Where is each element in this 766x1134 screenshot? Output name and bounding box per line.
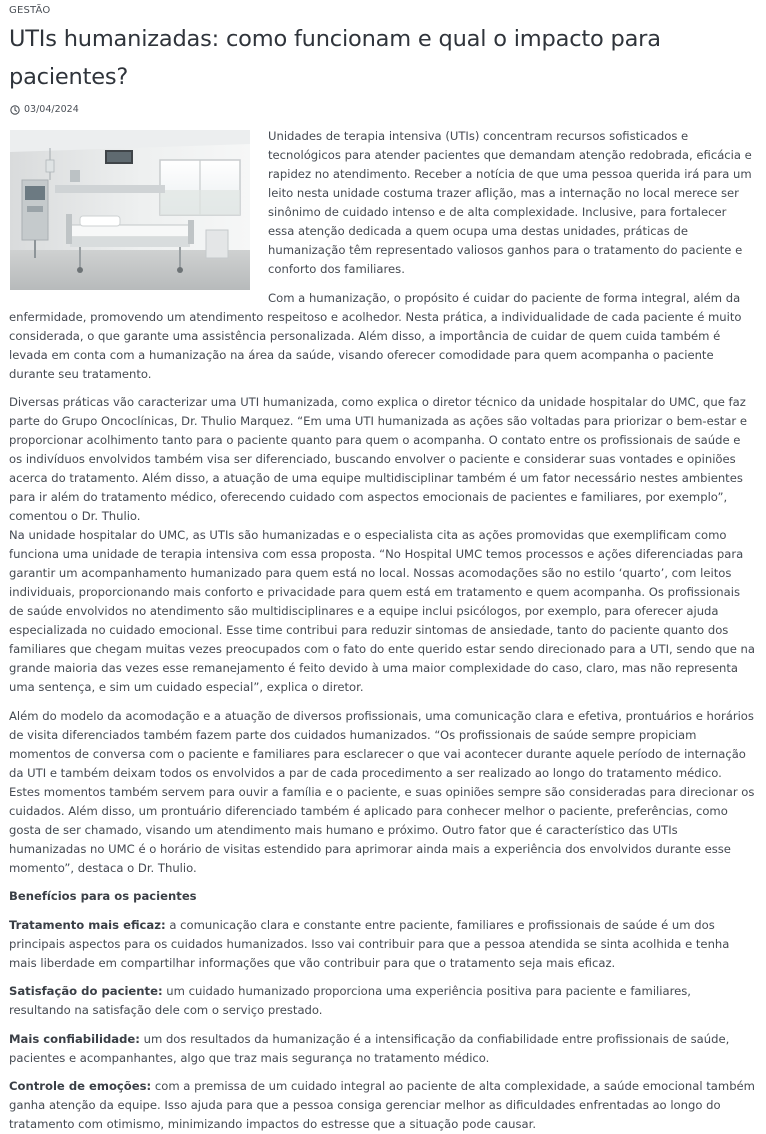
paragraph-humanization: Com a humanização, o propósito é cuidar do paciente de forma integral, além da enfermidade, promovendo um atendimento respeitoso e acolhedor. Nesta prática, a individualidade de cada paciente é muito considerada, o que garante uma assistência personalizada. Além disso, a importância de cuidar de quem cuida também é levada em conta com a humanização na área da saúde, visando oferecer comodidade para quem acompanha o paciente durante seu tratamento.	[9, 290, 742, 381]
benefit-label: Mais confiabilidade:	[9, 1031, 140, 1046]
benefit-label: Controle de emoções:	[9, 1079, 152, 1093]
article-category[interactable]: GESTÃO	[9, 5, 51, 16]
benefit-label: Tratamento mais eficaz:	[9, 917, 166, 932]
icu-room-image	[10, 130, 250, 290]
clock-icon	[10, 105, 20, 115]
article-title: UTIs humanizadas: como funcionam e qual o impacto para pacientes?	[9, 26, 661, 90]
paragraph-umc-unit: Na unidade hospitalar do UMC, as UTIs são humanizadas e o especialista cita as ações promovidas que exemplificam como funciona uma unidade de terapia intensiva com essa proposta. “No Hospital UMC temos processos e ações diferenciadas para garantir um acompanhamento humanizado para quem está no local. Nossas acomodações são no estilo ‘quarto’, com leitos individuais, proporcionando mais conforto e privacidade para quem está em tratamento e quem acompanha. Os profissionais de saúde envolvidos no atendimento são multidisciplinares e a equipe inclui psicólogos, por exemplo, para oferecer ajuda especializada no cuidado emocional. Esse time contribui para reduzir sintomas de ansiedade, tanto do paciente quanto dos familiares que chegam muitas vezes preocupados com o fato do ente querido estar sendo direcionado para a UTI, sendo que na grande maioria das vezes esse remanejamento é feito devido à uma maior complexidade do caso, claro, mas não representa uma sentença, e sim um cuidado especial”, explica o diretor.	[9, 528, 756, 694]
benefit-text: a comunicação clara e constante entre paciente, familiares e profissionais de saúde é um dos principais aspectos para os cuidados humanizados. Isso vai contribuir para que a pessoa atendida se sinta acolhida e tenha mais liberdade em compartilhar informações que vão contribuir para que o tratamento seja mais eficaz.	[9, 917, 730, 970]
benefit-text: com a premissa de um cuidado integral ao paciente de alta complexidade, a saúde emocional também ganha atenção da equipe. Isso ajuda para que a pessoa consiga gerenciar melhor as dificuldades enfrentadas ao longo do tratamento com otimismo, minimizando impactos do estresse que a situação pode causar.	[9, 1079, 755, 1131]
paragraph-intro: Unidades de terapia intensiva (UTIs) concentram recursos sofisticados e tecnológicos para atender pacientes que demandam atenção redobrada, eficácia e rapidez no atendimento. Receber a notícia de que uma pessoa querida irá para um leito nesta unidade costuma trazer aflição, mas a internação no local merece ser sinônimo de cuidado intenso e de alta complexidade. Inclusive, para fortalecer essa atenção dedicada a quem ocupa uma destas unidades, práticas de humanização têm representado valiosos ganhos para o tratamento do paciente e conforto dos familiares.	[268, 129, 752, 276]
benefit-item	[9, 916, 756, 973]
paragraph-practices: Diversas práticas vão caracterizar uma UTI humanizada, como explica o diretor técnico da unidade hospitalar do UMC, que faz parte do Grupo Oncoclínicas, Dr. Thulio Marquez. “Em uma UTI humanizada as ações são voltadas para priorizar o bem-estar e proporcionar acolhimento tanto para o paciente quanto para quem o acompanha. O contato entre os profissionais de saúde e os indivíduos envolvidos também visa ser diferenciado, buscando envolver o paciente e considerar suas vontades e opiniões acerca do tratamento. Além disso, a atuação de uma equipe multidisciplinar também é um fator necessário nestes ambientes para ir além do tratamento médico, oferecendo cuidado com aspectos emocionais de pacientes e familiares, por exemplo”, comentou o Dr. Thulio.	[9, 395, 748, 523]
benefit-item	[9, 1030, 756, 1068]
benefit-label: Satisfação do paciente:	[9, 984, 163, 998]
article-date-row	[10, 104, 756, 115]
benefits-heading: Benefícios para os pacientes	[9, 889, 197, 903]
article-body	[9, 127, 756, 1134]
benefit-text: um dos resultados da humanização é a intensificação da confiabilidade entre profissionais de saúde, pacientes e acompanhantes, algo que traz mais segurança no tratamento médico.	[9, 1031, 730, 1065]
benefit-text: um cuidado humanizado proporciona uma experiência positiva para paciente e familiares, resultando na satisfação dele com o serviço prestado.	[9, 984, 691, 1017]
benefit-item	[9, 982, 756, 1020]
article-date: 03/04/2024	[24, 104, 79, 115]
paragraph-communication: Além do modelo da acomodação e a atuação de diversos profissionais, uma comunicação clara e efetiva, prontuários e horários de visita diferenciados também fazem parte dos cuidados humanizados. “Os profissionais de saúde sempre propiciam momentos de conversa com o paciente e familiares para esclarecer o que vai acontecer durante aquele período de internação da UTI e também deixam todos os envolvidos a par de cada procedimento a ser realizado ao longo do tratamento médico. Estes momentos também servem para ouvir a família e o paciente, e suas opiniões sempre são consideradas para direcionar os cuidados. Além disso, um prontuário diferenciado também é aplicado para conhecer melhor o paciente, preferências, como gosta de ser chamado, visando um atendimento mais humano e próximo. Outro fator que é característico das UTIs humanizadas no UMC é o horário de visitas estendido para aprimorar ainda mais a experiência dos envolvidos durante esse momento”, destaca o Dr. Thulio.	[9, 708, 755, 875]
